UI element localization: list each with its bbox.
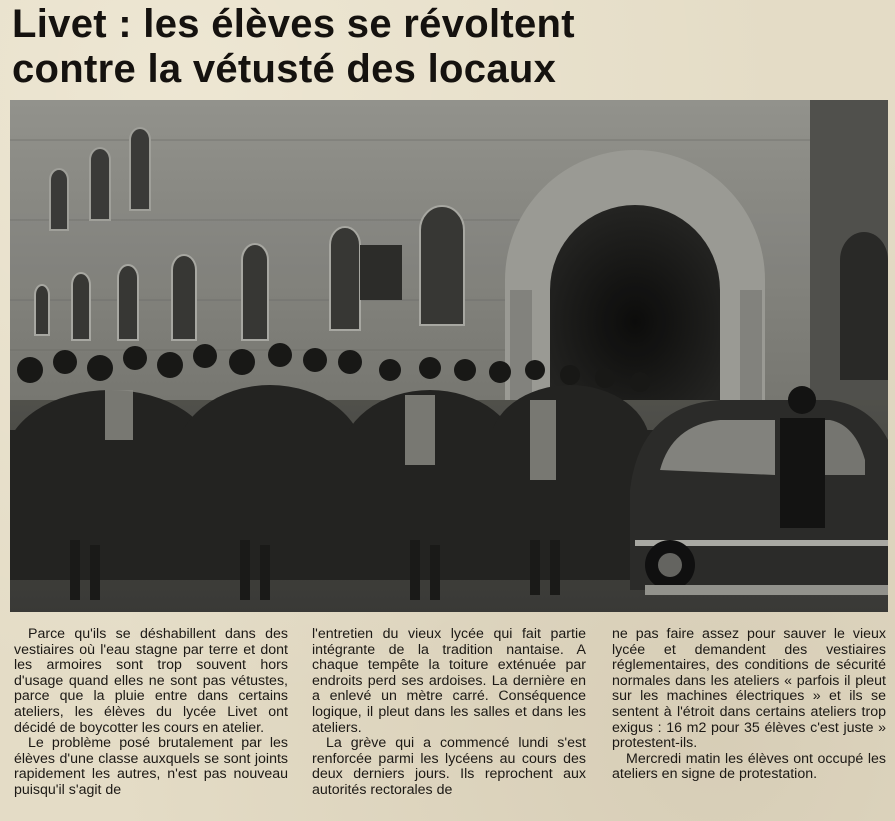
column-2-paragraph-1: l'entretien du vieux lycée qui fait partie intégrante de la tradition nantaise. A chaque tempête la toiture exténuée par endroits perd ses ardoises. La dernière en a enlevé un mètre carré. Conséquence logique, il pleut dans les salles et dans les ateliers. (312, 626, 586, 736)
headline-line-1: Livet : les élèves se révoltent (12, 2, 575, 46)
headline (12, 2, 882, 92)
article-column-2 (312, 627, 586, 799)
column-3-paragraph-2: Mercredi matin les élèves ont occupé les ateliers en signe de protestation. (612, 750, 886, 783)
column-2-paragraph-2: La grève qui a commencé lundi s'est renforcée parmi les lycéens au cours des deux derniers jours. Ils reprochent aux autorités rectorales de (312, 735, 586, 798)
column-1-paragraph-2: Le problème posé brutalement par les élèves d'une classe auxquels se sont joints rapidement les autres, n'est pas nouveau puisqu'il s'agit de (14, 735, 288, 798)
article-column-3 (612, 627, 886, 783)
column-1-paragraph-1: Parce qu'ils se déshabillent dans des vestiaires où l'eau stagne par terre et dont les armoires sont trop souvent hors d'usage quand elles ne sont pas vétustes, parce que la pluie entre dans certains ateliers, les élèves du lycée Livet ont décidé de boycotter les cours en atelier. (14, 626, 288, 736)
headline-line-2: contre la vétusté des locaux (12, 47, 557, 91)
article-body (14, 627, 889, 819)
column-3-paragraph-1: ne pas faire assez pour sauver le vieux lycée et demandent des vestiaires réglementaires, des conditions de sécurité normales dans les ateliers « parfois il pleut sur les machines électriques » et ils se sentent à l'étroit dans certains ateliers trop exigus : 16 m2 pour 35 élèves c'est juste » protestent-ils. (612, 626, 886, 752)
article-column-1 (14, 627, 288, 799)
building-crowd-photo-icon (10, 100, 888, 612)
news-photo (10, 100, 888, 612)
